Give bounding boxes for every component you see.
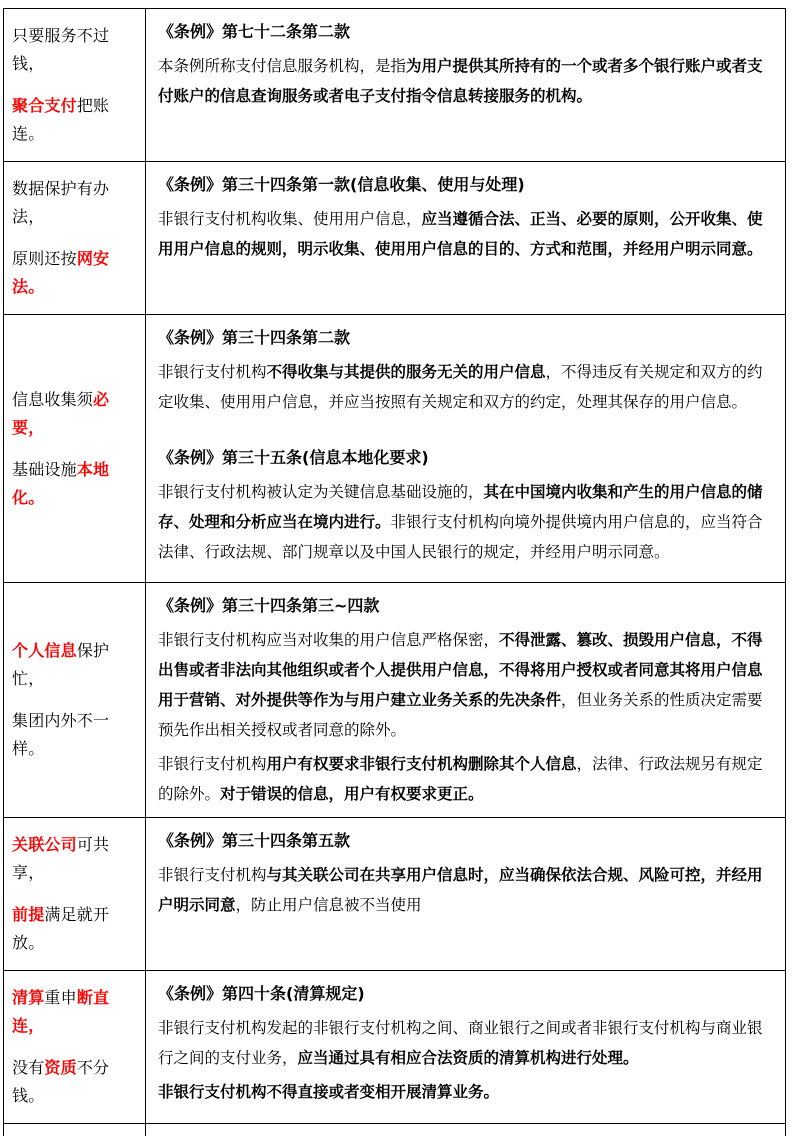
mnemonic-line xyxy=(12,22,141,78)
table-row xyxy=(4,9,785,162)
text-segment: 《条例》第三十四条第二款 xyxy=(158,328,351,347)
text-segment: 其在中国境内收集和产生的用户信息的储存、处理和分析应当在境内进行。 xyxy=(158,483,763,531)
table-row xyxy=(4,971,785,1124)
provision-cell xyxy=(146,9,785,161)
provision-paragraph xyxy=(158,749,773,809)
mnemonic-line xyxy=(12,637,141,693)
text-segment: 不得泄露、篡改、损毁用户信息，不得出售或者非法向其他组织或者个人提供用户信息，不得将用户授权或者同意其将用户信息用于营销、对外提供等作为与用户建立业务关系的先决条件 xyxy=(158,631,763,709)
provision-cell xyxy=(146,583,785,817)
text-segment: 前提 xyxy=(12,905,45,924)
table-row xyxy=(4,162,785,315)
text-segment: 与其关联公司在共享用户信息时，应当确保依法合规、风险可控，并经用户明示同意 xyxy=(158,866,763,914)
text-segment: 非银行支付机构被认定为关键信息基础设施的， xyxy=(158,483,484,501)
text-segment: 应当遵循合法、正当、必要的原则，公开收集、使用用户信息的规则，明示收集、使用用户信息的目的、方式和范围，并经用户明示同意。 xyxy=(158,210,763,258)
text-segment: 保护忙， xyxy=(12,641,110,688)
text-segment: 个人信息 xyxy=(12,641,77,660)
provision-heading xyxy=(158,443,773,473)
text-segment: 为用户提供其所持有的一个或者多个银行账户或者支付账户的信息查询服务或者电子支付指令信息转接服务的机构。 xyxy=(158,57,763,105)
text-segment: 信息收集须 xyxy=(12,389,94,409)
text-segment: ，不得违反有关规定和双方的约定收集、使用用户信息，并应当按照有关规定和双方的约定，处理其保存的用户信息。 xyxy=(158,363,763,411)
mnemonic-cell xyxy=(4,971,146,1123)
text-segment: 原则还按 xyxy=(12,249,77,268)
mnemonic-cell xyxy=(4,583,146,817)
provision-paragraph xyxy=(158,1077,773,1107)
mnemonic-cell xyxy=(4,818,146,970)
text-segment: 《条例》第七十二条第二款 xyxy=(158,22,351,41)
provision-heading xyxy=(158,170,773,200)
provision-cell xyxy=(146,1124,785,1136)
mnemonic-line xyxy=(12,831,141,887)
text-segment: 不得收集与其提供的服务无关的用户信息 xyxy=(266,363,546,381)
text-segment: 聚合支付 xyxy=(12,96,77,115)
provision-cell xyxy=(146,971,785,1123)
provision-paragraph xyxy=(158,625,773,745)
mnemonic-line xyxy=(12,92,141,148)
mnemonic-cell xyxy=(4,1124,146,1136)
mnemonic-cell xyxy=(4,315,146,582)
table-row xyxy=(4,1124,785,1136)
mnemonic-line xyxy=(12,984,141,1040)
provision-paragraph xyxy=(158,357,773,417)
text-segment: 非银行支付机构 xyxy=(158,866,267,884)
text-segment: 清算 xyxy=(12,988,45,1007)
provision-paragraph xyxy=(158,860,773,920)
text-segment: 可共享， xyxy=(12,835,110,882)
provision-heading xyxy=(158,979,773,1009)
text-segment: 重申 xyxy=(44,988,77,1007)
text-segment: 把账连。 xyxy=(12,96,110,143)
mnemonic-line xyxy=(12,901,141,957)
text-segment: ，法律、行政法规另有规定的除外。 xyxy=(158,755,763,803)
table-row xyxy=(4,818,785,971)
text-segment: 没有 xyxy=(12,1058,45,1077)
text-segment: 《条例》第三十五条(信息本地化要求) xyxy=(158,448,429,467)
text-segment: 非银行支付机构应当对收集的用户信息严格保密， xyxy=(158,631,500,649)
table-row xyxy=(4,583,785,818)
provision-paragraph xyxy=(158,51,773,111)
provision-paragraph xyxy=(158,1013,773,1073)
text-segment: 本条例所称支付信息服务机构，是指 xyxy=(158,57,407,75)
text-segment: 断直连， xyxy=(12,988,110,1035)
provision-heading xyxy=(158,591,773,621)
mnemonic-line xyxy=(12,245,141,301)
provision-cell xyxy=(146,162,785,314)
provisions-table xyxy=(3,8,786,1136)
mnemonic-line xyxy=(12,386,141,442)
provision-heading xyxy=(158,17,773,47)
text-segment: 《条例》第三十四条第一款(信息收集、使用与处理) xyxy=(158,175,525,194)
text-segment: 《条例》第四十条(清算规定) xyxy=(158,984,365,1003)
mnemonic-cell xyxy=(4,162,146,314)
mnemonic-cell xyxy=(4,9,146,161)
mnemonic-line xyxy=(12,456,141,512)
text-segment: 应当通过具有相应合法资质的清算机构进行处理。 xyxy=(297,1049,639,1067)
text-segment: 非银行支付机构向境外提供境内用户信息的，应当符合法律、行政法规、部门规章以及中国人民银行的规定，并经用户明示同意。 xyxy=(158,513,763,561)
text-segment: 非银行支付机构 xyxy=(158,755,267,773)
text-segment: 非银行支付机构 xyxy=(158,363,267,381)
provision-paragraph xyxy=(158,204,773,264)
text-segment: 非银行支付机构收集、使用用户信息， xyxy=(158,210,422,228)
text-segment: 《条例》第三十四条第三~四款 xyxy=(158,596,380,615)
text-segment: ，但业务关系的性质决定需要预先作出相关授权或者同意的除外。 xyxy=(158,691,763,739)
text-segment: 只要服务不过钱， xyxy=(12,26,110,73)
provision-paragraph xyxy=(158,477,773,567)
provision-cell xyxy=(146,818,785,970)
provision-heading xyxy=(158,323,773,353)
table-row xyxy=(4,315,785,583)
text-segment: 不分钱。 xyxy=(12,1058,110,1105)
text-segment: 本地化。 xyxy=(12,459,110,507)
text-segment: 必要， xyxy=(12,389,110,437)
mnemonic-line xyxy=(12,707,141,763)
text-segment: 满足就开放。 xyxy=(12,905,110,952)
provision-heading xyxy=(158,826,773,856)
text-segment: 关联公司 xyxy=(12,835,77,854)
text-segment: 《条例》第三十四条第五款 xyxy=(158,831,351,850)
text-segment: 基础设施 xyxy=(12,459,77,479)
text-segment: ，防止用户信息被不当使用 xyxy=(235,896,422,914)
text-segment: 非银行支付机构不得直接或者变相开展清算业务。 xyxy=(158,1083,500,1101)
text-segment: 资质 xyxy=(44,1058,77,1077)
text-segment: 对于错误的信息，用户有权要求更正。 xyxy=(220,785,484,803)
text-segment: 集团内外不一样。 xyxy=(12,711,110,758)
text-segment: 数据保护有办法， xyxy=(12,179,110,226)
mnemonic-line xyxy=(12,1054,141,1110)
text-segment: 网安法。 xyxy=(12,249,110,296)
provision-cell xyxy=(146,315,785,582)
text-segment: 非银行支付机构发起的非银行支付机构之间、商业银行之间或者非银行支付机构与商业银行之间的支付业务， xyxy=(158,1019,763,1067)
text-segment: 用户有权要求非银行支付机构删除其个人信息 xyxy=(266,755,577,773)
mnemonic-line xyxy=(12,175,141,231)
